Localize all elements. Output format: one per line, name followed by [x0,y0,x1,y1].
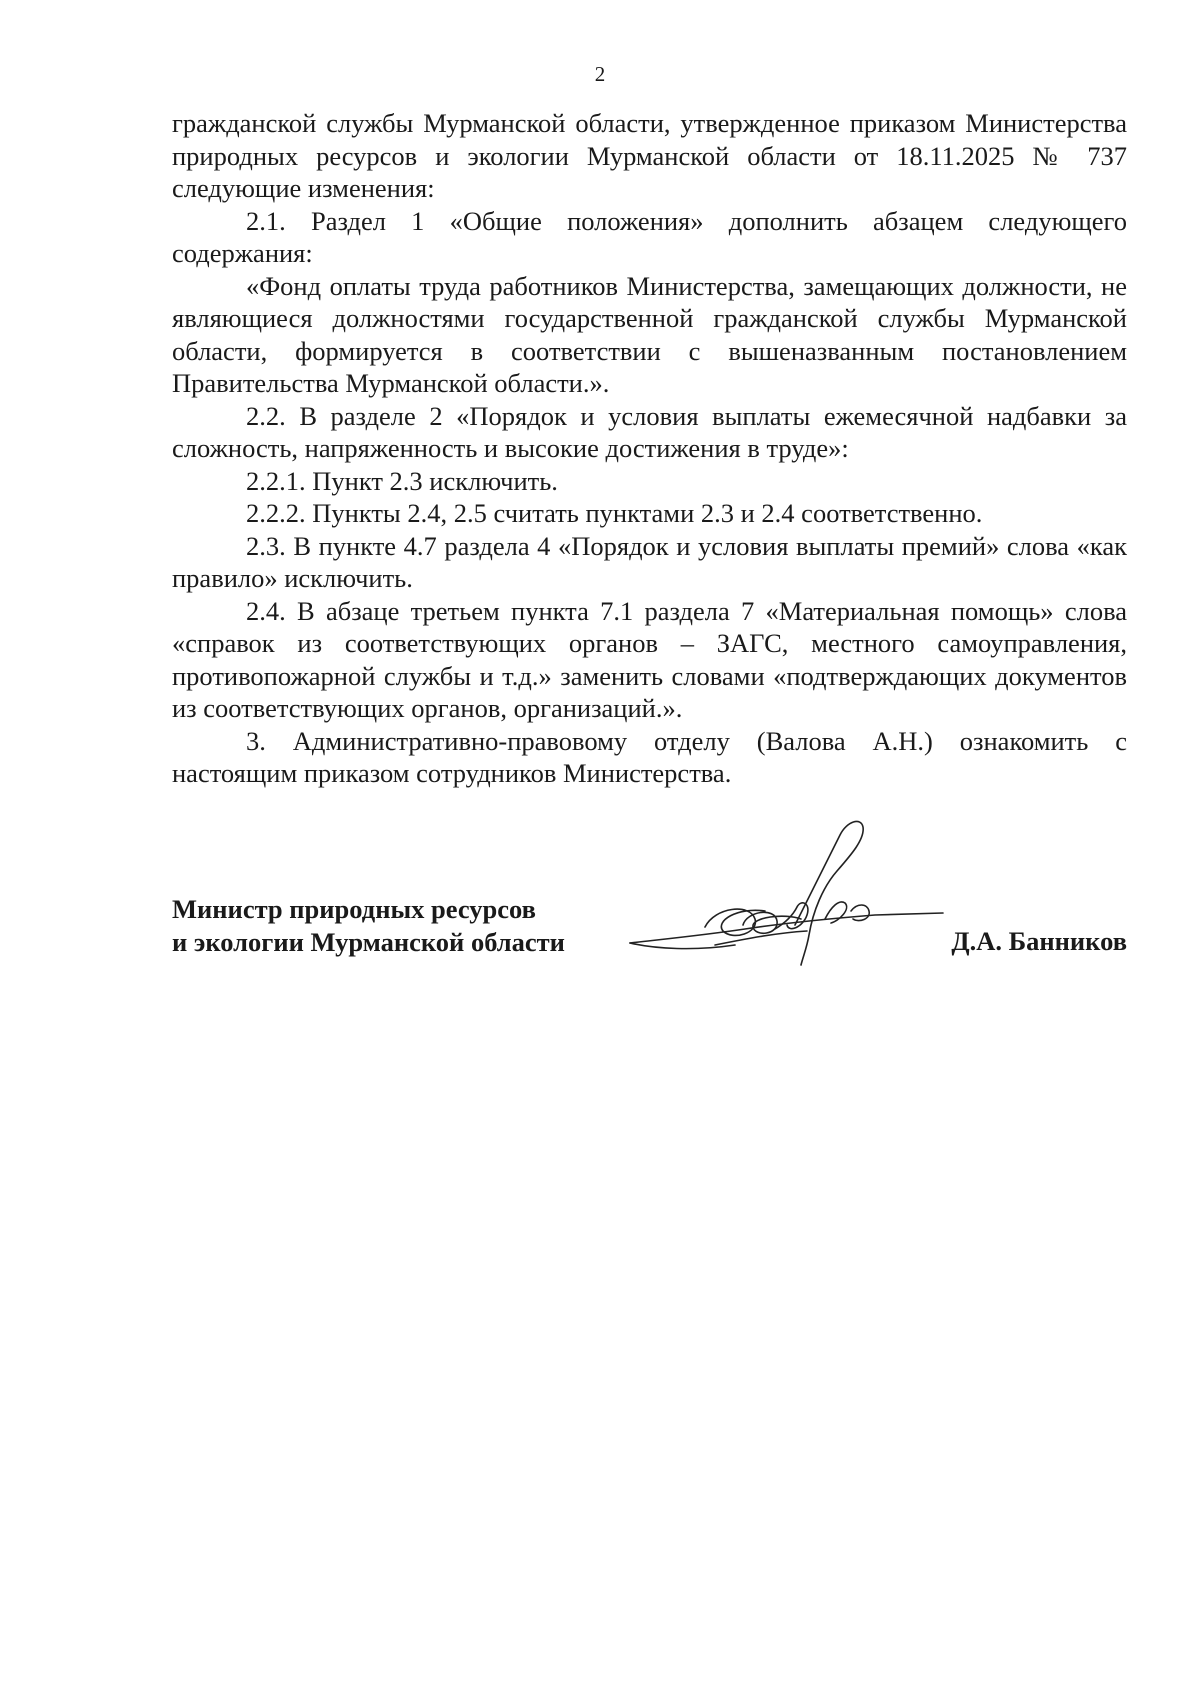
paragraph-2-1-quote: «Фонд оплаты труда работников Министерства, замещающих должности, не являющиеся должностями государственной гражданской службы Мурманской области, формируется в соответствии с вышеназванным постановлением Правительства Мурманской области.». [172,270,1127,398]
paragraph-2-1: 2.1. Раздел 1 «Общие положения» дополнить абзацем следующего содержания: [172,205,1127,268]
paragraph-2-3: 2.3. В пункте 4.7 раздела 4 «Порядок и условия выплаты премий» слова «как правило» исключить. [172,530,1127,593]
paragraph-2-4: 2.4. В абзаце третьем пункта 7.1 раздела 7 «Материальная помощь» слова «справок из соответствующих органов – ЗАГС, местного самоуправления, противопожарной службы и т.д.» заменить словами «подтверждающих документов из соответствующих органов, организаций.». [172,595,1127,723]
paragraph-intro-continuation: гражданской службы Мурманской области, утвержденное приказом Министерства природных ресурсов и экологии Мурманской области от 18.11.2025 № 737 следующие изменения: [172,108,1127,203]
signatory-position-line-1: Министр природных ресурсов [172,894,536,924]
signatory-position-line-2: и экологии Мурманской области [172,926,565,957]
paragraph-3: 3. Административно-правовому отделу (Валова А.Н.) ознакомить с настоящим приказом сотрудников Министерства. [172,725,1127,788]
signatory-name: Д.А. Банников [951,926,1127,956]
signatory-position [172,893,565,958]
paragraph-2-2-1: 2.2.1. Пункт 2.3 исключить. [246,465,558,496]
paragraph-2-2: 2.2. В разделе 2 «Порядок и условия выплаты ежемесячной надбавки за сложность, напряженность и высокие достижения в труде»: [172,400,1127,463]
page-number: 2 [594,62,606,86]
paragraph-2-2-2: 2.2.2. Пункты 2.4, 2.5 считать пунктами 2.3 и 2.4 соответственно. [246,498,983,528]
handwritten-signature [625,815,945,975]
document-body [172,107,1127,790]
